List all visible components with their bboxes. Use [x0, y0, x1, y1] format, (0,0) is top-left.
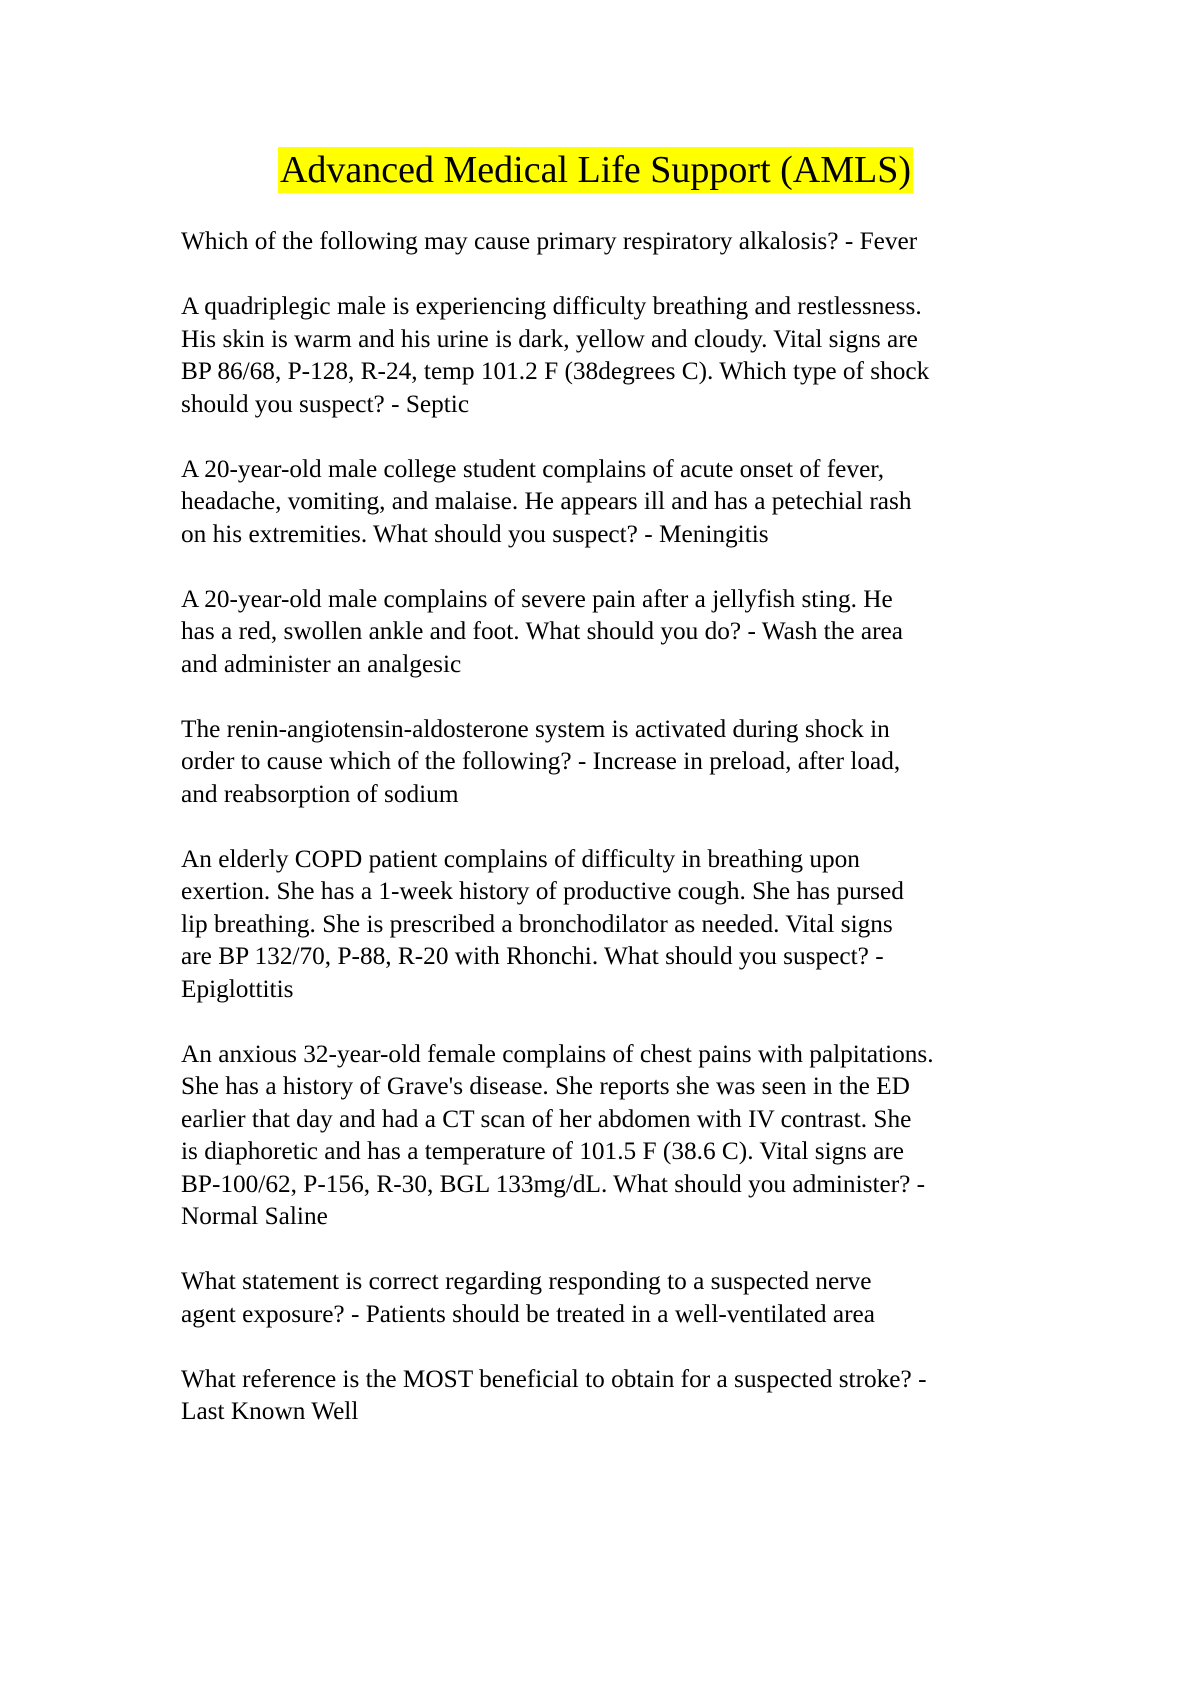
qa-item [181, 1265, 1031, 1330]
qa-line: Last Known Well [181, 1397, 359, 1425]
qa-line: agent exposure? - Patients should be treated in a well-ventilated area [181, 1299, 875, 1328]
qa-item [181, 843, 1031, 1006]
qa-item [181, 583, 1031, 681]
qa-line: What statement is correct regarding responding to a suspected nerve [181, 1267, 872, 1295]
document-title: Advanced Medical Life Support (AMLS) [279, 149, 912, 191]
qa-list [181, 225, 1031, 1460]
qa-line: earlier that day and had a CT scan of her abdomen with IV contrast. She [181, 1104, 912, 1133]
qa-line: A 20-year-old male complains of severe pain after a jellyfish sting. He [181, 584, 893, 613]
qa-line: exertion. She has a 1-week history of productive cough. She has pursed [181, 877, 904, 905]
qa-item [181, 290, 1031, 420]
qa-line: lip breathing. She is prescribed a bronchodilator as needed. Vital signs [181, 909, 893, 938]
qa-line: His skin is warm and his urine is dark, yellow and cloudy. Vital signs are [181, 324, 918, 353]
qa-line: She has a history of Grave's disease. She reports she was seen in the ED [181, 1072, 910, 1100]
qa-line: An anxious 32-year-old female complains of chest pains with palpitations. [181, 1039, 934, 1068]
qa-line: A 20-year-old male college student complains of acute onset of fever, [181, 454, 885, 483]
qa-line: has a red, swollen ankle and foot. What should you do? - Wash the area [181, 617, 903, 645]
qa-line: order to cause which of the following? - Increase in preload, after load, [181, 747, 901, 775]
qa-line: A quadriplegic male is experiencing difficulty breathing and restlessness. [181, 292, 922, 320]
title-container [0, 147, 1191, 193]
qa-line: on his extremities. What should you suspect? - Meningitis [181, 519, 769, 548]
qa-line: An elderly COPD patient complains of difficulty in breathing upon [181, 844, 860, 873]
qa-item [181, 1038, 1031, 1233]
qa-item [181, 453, 1031, 551]
qa-line: and administer an analgesic [181, 649, 462, 678]
qa-item [181, 225, 1031, 258]
qa-line: Normal Saline [181, 1202, 328, 1230]
qa-line: should you suspect? - Septic [181, 389, 470, 418]
qa-line: BP 86/68, P-128, R-24, temp 101.2 F (38degrees C). Which type of shock [181, 357, 930, 385]
qa-line: The renin-angiotensin-aldosterone system is activated during shock in [181, 714, 890, 743]
qa-line: is diaphoretic and has a temperature of 101.5 F (38.6 C). Vital signs are [181, 1137, 905, 1165]
qa-item [181, 713, 1031, 811]
qa-line: BP-100/62, P-156, R-30, BGL 133mg/dL. What should you administer? - [181, 1169, 926, 1198]
qa-line: What reference is the MOST beneficial to obtain for a suspected stroke? - [181, 1364, 927, 1393]
qa-line: are BP 132/70, P-88, R-20 with Rhonchi. What should you suspect? - [181, 942, 884, 970]
qa-line: Epiglottitis [181, 974, 294, 1003]
qa-line: Which of the following may cause primary respiratory alkalosis? - Fever [181, 227, 918, 255]
qa-item [181, 1363, 1031, 1428]
qa-line: headache, vomiting, and malaise. He appears ill and has a petechial rash [181, 487, 912, 515]
qa-line: and reabsorption of sodium [181, 779, 459, 808]
